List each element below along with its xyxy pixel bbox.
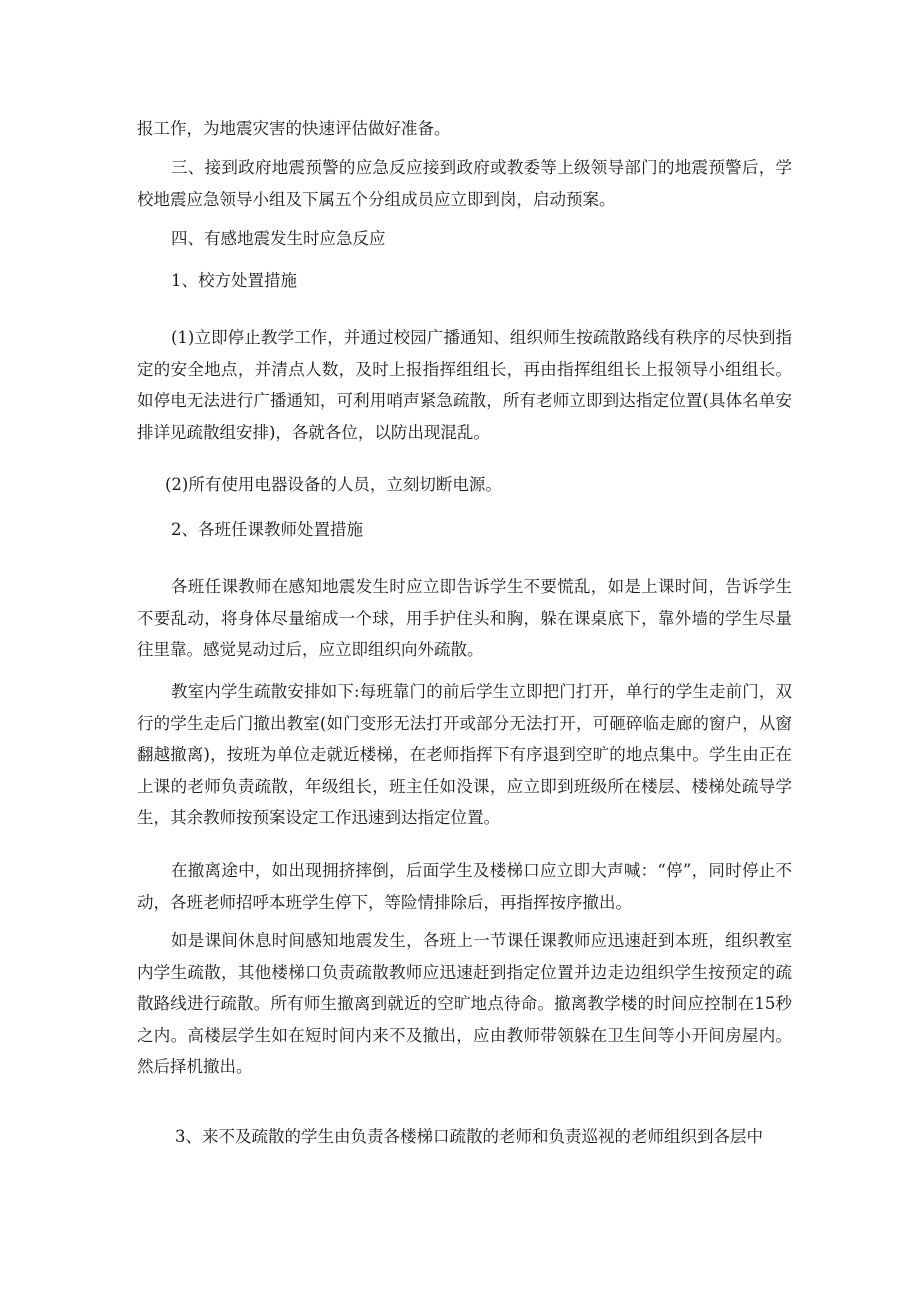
paragraph-continuation: 报工作，为地震灾害的快速评估做好准备。: [137, 119, 451, 138]
paragraph-measure-2: (2)所有使用电器设备的人员，立刻切断电源。: [165, 475, 502, 494]
paragraph-teacher-response: 各班任课教师在感知地震发生时应立即告诉学生不要慌乱，如是上课时间，告诉学生不要乱动，将身体尽量缩成一个球，用手护住头和胸，躲在课桌底下，靠外墙的学生尽量往里靠。感觉晃动过后，应立即组织向外疏散。: [137, 577, 792, 659]
paragraph-classroom-evacuation: 教室内学生疏散安排如下:每班靠门的前后学生立即把门打开，单行的学生走前门，双行的学生走后门撤出教室(如门变形无法打开或部分无法打开，可砸碎临走廊的窗户，从窗翻越撤离)，按班为单位走就近楼梯，在老师指挥下有序退到空旷的地点集中。学生由正在上课的老师负责疏散，年级组长，班主任如没课，应立即到班级所在楼层、楼梯处疏导学生，其余教师按预案设定工作迅速到达指定位置。: [137, 682, 792, 827]
paragraph-measure-1: (1)立即停止教学工作，并通过校园广播通知、组织师生按疏散路线有秩序的尽快到指定的安全地点，并清点人数，及时上报指挥组组长，再由指挥组组长上报领导小组组长。如停电无法进行广播通知，可利用哨声紧急疏散，所有老师立即到达指定位置(具体名单安排详见疏散组安排)，各就各位，以防出现混乱。: [137, 328, 792, 442]
paragraph-break-time: 如是课间休息时间感知地震发生，各班上一节课任课教师应迅速赶到本班，组织教室内学生疏散，其他楼梯口负责疏散教师应迅速赶到指定位置并边走边组织学生按预定的疏散路线进行疏散。所有师生撤离到就近的空旷地点待命。撤离教学楼的时间应控制在15秒之内。高楼层学生如在短时间内来不及撤出，应由教师带领躲在卫生间等小开间房屋内。然后择机撤出。: [137, 931, 792, 1076]
paragraph-section-three: 三、接到政府地震预警的应急反应接到政府或教委等上级领导部门的地震预警后，学校地震应急领导小组及下属五个分组成员应立即到岗，启动预案。: [137, 158, 792, 209]
heading-teacher-measures: 2、各班任课教师处置措施: [171, 520, 363, 539]
paragraph-item-3: 3、来不及疏散的学生由负责各楼梯口疏散的老师和负责巡视的老师组织到各层中: [175, 1127, 763, 1146]
paragraph-stampede-prevention: 在撤离途中，如出现拥挤摔倒，后面学生及楼梯口应立即大声喊：“停”，同时停止不动，各班老师招呼本班学生停下，等险情排除后，再指挥按序撤出。: [137, 861, 792, 912]
heading-school-measures: 1、校方处置措施: [171, 271, 297, 290]
heading-section-four: 四、有感地震发生时应急反应: [171, 229, 386, 248]
